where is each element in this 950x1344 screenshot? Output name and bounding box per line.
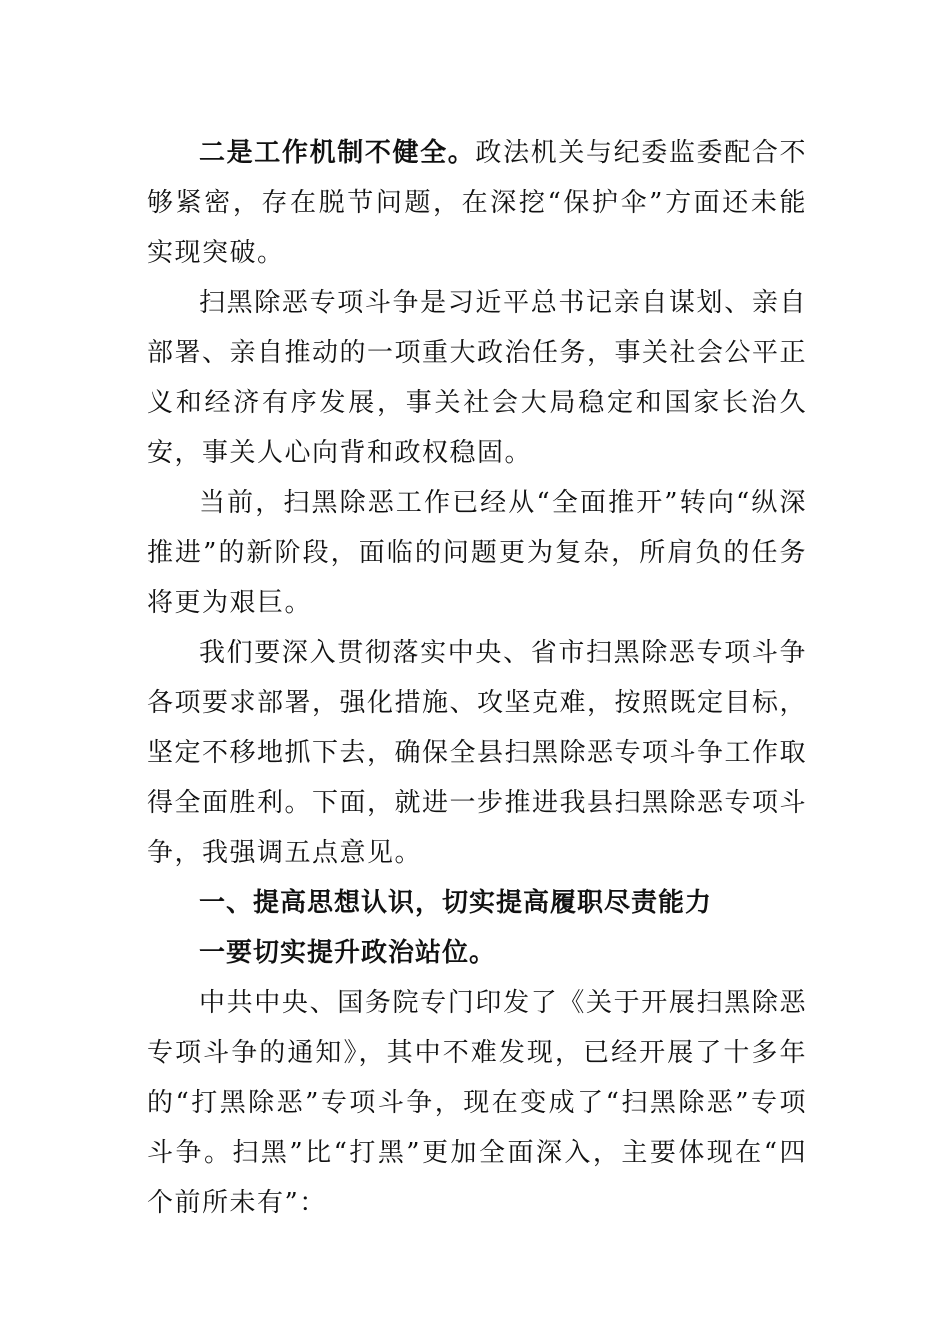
paragraph-lead: 二是工作机制不健全。 [199,138,476,168]
section-heading: 一、提高思想认识，切实提高履职尽责能力 [199,888,713,918]
paragraph-notice: 中共中央、国务院专门印发了《关于开展扫黑除恶专项斗争的通知》，其中不难发现，已经开展了十多年的“打黑除恶”专项斗争，现在变成了“扫黑除恶”专项斗争。扫黑”比“打黑”更加全面深入，主要体现在“四个前所未有”： [147,988,807,1218]
paragraph-work-mechanism [147,128,807,278]
paragraph-current-stage: 当前，扫黑除恶工作已经从“全面推开”转向“纵深推进”的新阶段，面临的问题更为复杂，所肩负的任务将更为艰巨。 [147,488,807,618]
document-body [147,128,807,1228]
paragraph-text: 政法机关与纪委监委配合不够紧密，存在脱节问题，在深挖“保护伞”方面还未能实现突破。 [147,138,807,268]
subsection-heading: 一要切实提升政治站位。 [199,938,497,968]
paragraph-requirements: 我们要深入贯彻落实中央、省市扫黑除恶专项斗争各项要求部署，强化措施、攻坚克难，按照既定目标，坚定不移地抓下去，确保全县扫黑除恶专项斗争工作取得全面胜利。下面，就进一步推进我县扫黑除恶专项斗争，我强调五点意见。 [147,638,808,868]
paragraph-political-task: 扫黑除恶专项斗争是习近平总书记亲自谋划、亲自部署、亲自推动的一项重大政治任务，事关社会公平正义和经济有序发展，事关社会大局稳定和国家长治久安，事关人心向背和政权稳固。 [147,288,808,468]
